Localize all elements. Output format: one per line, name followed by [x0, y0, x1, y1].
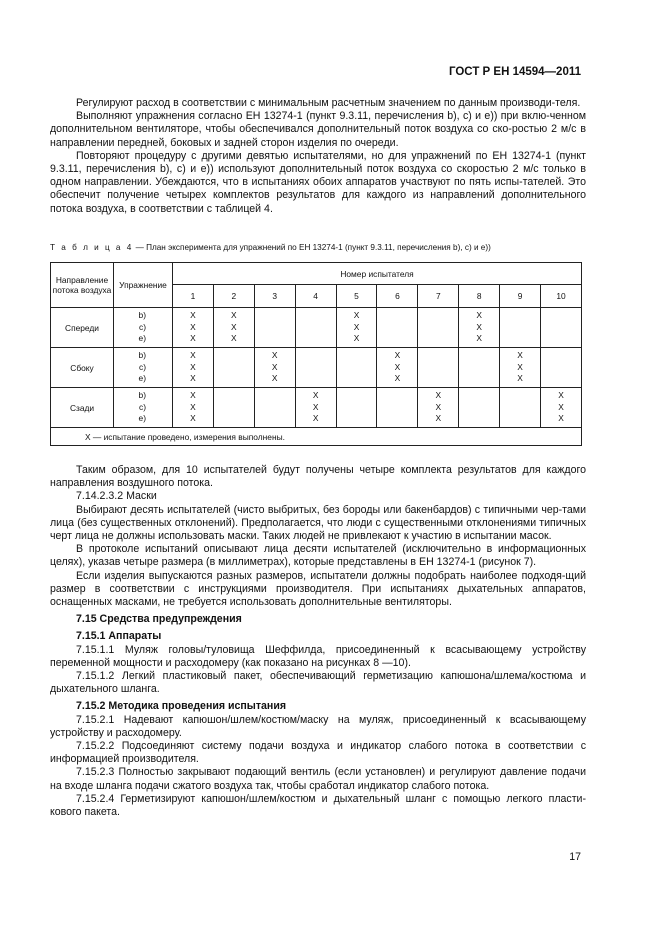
mark-cell: X X X [377, 348, 418, 388]
paragraph: Таким образом, для 10 испытателей будут получены четыре комплекта результатов для каждого направления воздушного потока. [50, 464, 586, 490]
paragraph: 7.15.2.1 Надевают капюшон/шлем/костюм/маску на муляж, присоединенный к всасывающему устройству и расходомеру. [50, 713, 586, 739]
mark-cell: X X X [459, 308, 500, 348]
tester-number: 5 [336, 285, 377, 308]
direction-cell: Сбоку [51, 348, 114, 388]
main-text [50, 464, 586, 819]
table-row [51, 388, 582, 428]
mark-cell: X X X [213, 308, 254, 348]
paragraph: Если изделия выпускаются разных размеров, испытатели должны подобрать наиболее подходя-щий размер в соответствии с инструкциями производителя. При испытаниях дыхательных аппаратов, оснащенных масками, не требуется использовать дополнительные вентиляторы. [50, 569, 586, 609]
section-heading: 7.15.2 Методика проведения испытания [76, 700, 287, 713]
tester-number: 10 [541, 285, 582, 308]
mark-cell [418, 308, 459, 348]
table-caption-text: — План эксперимента для упражнений по ЕН 13274-1 (пункт 9.3.11, перечисления b), c) и e)) [133, 243, 491, 252]
paragraph: 7.15.2.4 Герметизируют капюшон/шлем/костюм и дыхательный шланг с помощью легкого пласти-кового пакета. [50, 792, 586, 819]
mark-cell [295, 348, 336, 388]
paragraph: Повторяют процедуру с другими девятью испытателями, но для упражнений по ЕН 13274-1 (пункт 9.3.11, перечисления b), c) и e)) используют дополнительный поток воздуха со скоростью 2 м/с только в одном направлении. Убеждаются, что в испытаниях обоих аппаратов участвуют по пять испы-тателей. Это обеспечит получение четырех комплектов результатов для каждого из направлений дополнительного потока воздуха, в соответствии с таблицей 4. [50, 149, 586, 215]
tester-number: 2 [213, 285, 254, 308]
table-row [51, 348, 582, 388]
tester-number: 1 [173, 285, 214, 308]
header-direction: Направление потока воздуха [51, 263, 114, 308]
paragraph: 7.15.1.1 Муляж головы/туловища Шеффилда, присоединенный к всасывающему устройству переменной мощности и расходомеру (как показано на рисунках 8 —10). [50, 643, 586, 669]
mark-cell [295, 308, 336, 348]
exercise-cell: b) c) e) [114, 348, 173, 388]
exercise-cell: b) c) e) [114, 308, 173, 348]
mark-cell: X X X [541, 388, 582, 428]
document-header: ГОСТ Р ЕН 14594—2011 [448, 66, 581, 78]
mark-cell [541, 308, 582, 348]
tester-number: 3 [254, 285, 295, 308]
mark-cell [336, 348, 377, 388]
mark-cell [459, 348, 500, 388]
paragraph: 7.14.2.3.2 Маски [76, 490, 157, 503]
header-exercise: Упражнение [114, 263, 173, 308]
mark-cell: X X X [500, 348, 541, 388]
mark-cell: X X X [336, 308, 377, 348]
paragraph: Выполняют упражнения согласно ЕН 13274-1 (пункт 9.3.11, перечисления b), c) и e)) при вклю-ченном дополнительном вентиляторе, чтобы обеспечивался дополнительный поток воздуха со ско-ростью 2 м/с в направлении передней, боковых и задней сторон изделия по очереди. [50, 110, 586, 149]
mark-cell [541, 348, 582, 388]
table-row [51, 308, 582, 348]
mark-cell [213, 348, 254, 388]
table-caption [50, 243, 610, 252]
experiment-plan-table [50, 262, 582, 446]
mark-cell: X X X [254, 348, 295, 388]
tester-number: 7 [418, 285, 459, 308]
section-heading: 7.15 Средства предупреждения [76, 613, 242, 626]
mark-cell [500, 388, 541, 428]
mark-cell [500, 308, 541, 348]
tester-number: 4 [295, 285, 336, 308]
paragraph: 7.15.2.2 Подсоединяют систему подачи воздуха и индикатор слабого потока в соответствии с информацией производителя. [50, 740, 586, 766]
tester-number: 9 [500, 285, 541, 308]
exercise-cell: b) c) e) [114, 388, 173, 428]
tester-number: 8 [459, 285, 500, 308]
mark-cell: X X X [295, 388, 336, 428]
mark-cell [254, 388, 295, 428]
mark-cell [377, 388, 418, 428]
paragraph: В протоколе испытаний описывают лица десяти испытателей (исключительно в информационных целях), указав четыре размера (в миллиметрах), которые представлены в ЕН 13274-1 (рисунок 7). [50, 543, 586, 569]
paragraph: 7.15.2.3 Полностью закрывают подающий вентиль (если установлен) и регулируют давление подачи на входе шланга подачи сжатого воздуха так, чтобы сработал индикатор слабого потока. [50, 766, 586, 792]
tester-number: 6 [377, 285, 418, 308]
mark-cell [459, 388, 500, 428]
section-heading: 7.15.1 Аппараты [76, 630, 162, 643]
paragraph: Регулируют расход в соответствии с минимальным расчетным значением по данным производи-теля. [76, 97, 581, 109]
intro-text [50, 97, 586, 216]
mark-cell [213, 388, 254, 428]
mark-cell [336, 388, 377, 428]
direction-cell: Спереди [51, 308, 114, 348]
header-testers: Номер испытателя [173, 263, 582, 285]
mark-cell [254, 308, 295, 348]
mark-cell: X X X [173, 308, 214, 348]
mark-cell: X X X [418, 388, 459, 428]
mark-cell [377, 308, 418, 348]
direction-cell: Сзади [51, 388, 114, 428]
table-caption-label: Т а б л и ц а 4 [50, 243, 134, 252]
paragraph: 7.15.1.2 Легкий пластиковый пакет, обеспечивающий герметизацию капюшона/шлема/костюма и дыхательного шланга. [50, 670, 586, 696]
page-number: 17 [569, 851, 581, 863]
mark-cell: X X X [173, 348, 214, 388]
paragraph: Выбирают десять испытателей (чисто выбритых, без бороды или бакенбардов) с типичными чер-тами лица (без существенных отклонений). Предполагается, что люди с существенными отклонениями типичных черт лица не должны использовать маски. Таких людей не привлекают к участию в испытании масок. [50, 503, 586, 543]
mark-cell [418, 348, 459, 388]
mark-cell: X X X [173, 388, 214, 428]
table-note: X — испытание проведено, измерения выполнены. [51, 428, 582, 446]
